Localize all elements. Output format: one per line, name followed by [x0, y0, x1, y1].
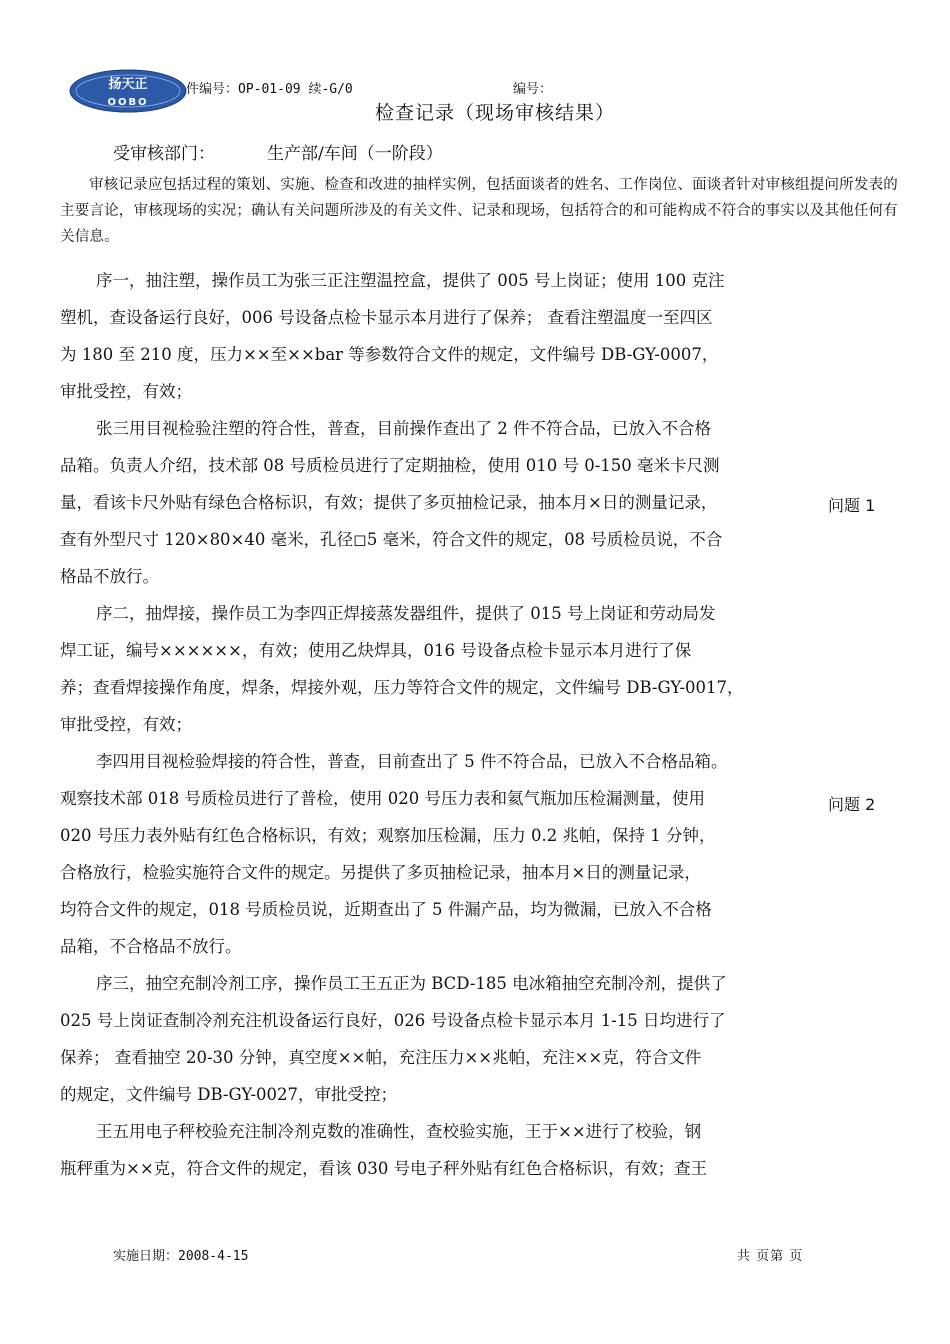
body-line: 王五用电子秤校验充注制冷剂克数的准确性，查校验实施，王于××进行了校验，钢 — [96, 1122, 702, 1141]
body-line: 格品不放行。 — [60, 567, 159, 586]
logo-text: 扬天正 — [108, 77, 148, 92]
body-line: 量，看该卡尺外贴有绿色合格标识，有效；提供了多页抽检记录，抽本月×日的测量记录， — [60, 493, 718, 512]
body-line: 观察技术部 018 号质检员进行了普检，使用 020 号压力表和氦气瓶加压检漏测量，使用 — [60, 789, 705, 808]
record-number: 编号： — [513, 82, 553, 97]
footer-page: 共 页第 页 — [737, 1249, 804, 1264]
body-line: 的规定，文件编号 DB-GY-0027，审批受控； — [60, 1085, 398, 1104]
issue-marker-1: 问题 1 — [828, 496, 876, 515]
logo-sub: OOBO — [107, 97, 149, 108]
body-line: 养；查看焊接操作角度，焊条，焊接外观，压力等符合文件的规定，文件编号 DB-GY-0017， — [60, 678, 744, 697]
issue-marker-2: 问题 2 — [828, 795, 876, 814]
body-line: 张三用目视检验注塑的符合性，普查，目前操作查出了 2 件不符合品，已放入不合格 — [96, 419, 711, 438]
file-number: 件编号：OP-01-09 续-G/0 — [186, 82, 353, 97]
body-line: 李四用目视检验焊接的符合性，普查，目前查出了 5 件不符合品，已放入不合格品箱。 — [96, 752, 728, 771]
intro-paragraph: 审核记录应包括过程的策划、实施、检查和改进的抽样实例，包括面谈者的姓名、工作岗位、面谈者针对审核组提问所发表的主要言论，审核现场的实况；确认有关问题所涉及的有关文件、记录和现场，包括符合的和可能构成不符合的事实以及其他任何有关信息。 — [60, 177, 898, 245]
body-line: 瓶秤重为××克，符合文件的规定，看该 030 号电子秤外贴有红色合格标识，有效；查王 — [60, 1159, 708, 1178]
body-line: 025 号上岗证查制冷剂充注机设备运行良好，026 号设备点检卡显示本月 1-15 日均进行了 — [60, 1011, 726, 1030]
body-line: 均符合文件的规定，018 号质检员说，近期查出了 5 件漏产品，均为微漏，已放入不合格 — [60, 900, 712, 919]
record-body — [60, 262, 810, 1187]
body-line: 品箱，不合格品不放行。 — [60, 937, 242, 956]
page-title: 检查记录（现场审核结果） — [374, 102, 615, 124]
footer-date: 实施日期：2008-4-15 — [113, 1249, 249, 1264]
body-line: 审批受控，有效； — [60, 715, 192, 734]
body-line: 合格放行，检验实施符合文件的规定。另提供了多页抽检记录，抽本月×日的测量记录， — [60, 863, 701, 882]
dept-label: 受审核部门： — [113, 144, 215, 164]
body-line: 焊工证，编号××××××，有效；使用乙炔焊具，016 号设备点检卡显示本月进行了保 — [60, 641, 692, 660]
dept-value: 生产部/车间（一阶段） — [267, 144, 443, 164]
body-line: 保养； 查看抽空 20-30 分钟，真空度××帕，充注压力××兆帕，充注××克，符合文件 — [60, 1048, 702, 1067]
body-line: 为 180 至 210 度，压力××至××bar 等参数符合文件的规定，文件编号 DB-GY-0007， — [60, 345, 719, 364]
body-line: 序二，抽焊接，操作员工为李四正焊接蒸发器组件，提供了 015 号上岗证和劳动局发 — [96, 604, 716, 623]
body-line: 审批受控，有效； — [60, 382, 192, 401]
body-line: 序三，抽空充制冷剂工序，操作员工王五正为 BCD-185 电冰箱抽空充制冷剂，提供了 — [96, 974, 727, 993]
body-line: 塑机，查设备运行良好，006 号设备点检卡显示本月进行了保养； 查看注塑温度一至四区 — [60, 308, 713, 327]
body-line: 020 号压力表外贴有红色合格标识，有效；观察加压检漏，压力 0.2 兆帕，保持 1 分钟， — [60, 826, 716, 845]
body-line: 查有外型尺寸 120×80×40 毫米，孔径◻5 毫米，符合文件的规定，08 号质检员说，不合 — [60, 530, 723, 549]
body-line: 品箱。负责人介绍，技术部 08 号质检员进行了定期抽检，使用 010 号 0-150 毫米卡尺测 — [60, 456, 720, 475]
body-line: 序一，抽注塑，操作员工为张三正注塑温控盒，提供了 005 号上岗证；使用 100 克注 — [96, 271, 725, 290]
